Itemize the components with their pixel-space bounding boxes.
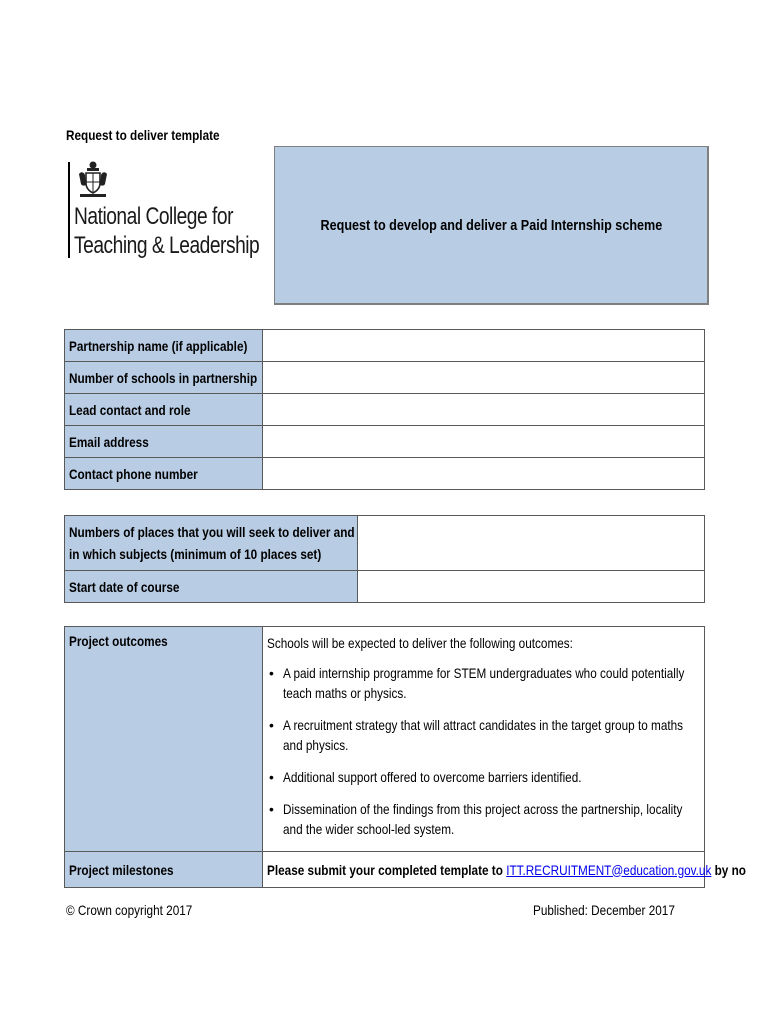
table-row xyxy=(65,426,705,458)
outcomes-intro: Schools will be expected to deliver the following outcomes: xyxy=(267,635,573,651)
scheme-title-box xyxy=(274,146,709,305)
list-item: • A paid internship programme for STEM undergraduates who could potentially teach maths or physics. xyxy=(269,665,685,701)
document-title: Request to deliver template xyxy=(66,127,220,143)
royal-crest-icon xyxy=(76,160,110,200)
project-outcomes-cell xyxy=(263,627,705,852)
contact-phone-label: Contact phone number xyxy=(65,458,263,490)
ncl-logo xyxy=(66,160,260,270)
logo-divider xyxy=(68,162,70,258)
table-row xyxy=(65,362,705,394)
project-table xyxy=(64,626,746,888)
number-of-schools-label: Number of schools in partnership xyxy=(65,362,263,394)
number-of-schools-field[interactable] xyxy=(263,362,705,394)
submit-email-link[interactable]: ITT.RECRUITMENT@education.gov.uk xyxy=(506,861,712,878)
table-row xyxy=(65,330,705,362)
project-milestones-cell xyxy=(263,852,746,888)
start-date-label: Start date of course xyxy=(65,571,358,603)
submit-instruction-suffix: by no xyxy=(711,861,746,878)
submit-instruction: Please submit your completed template to xyxy=(267,861,507,878)
partnership-details-table xyxy=(64,329,705,490)
scheme-title: Request to develop and deliver a Paid Internship scheme xyxy=(320,216,662,234)
list-item: • A recruitment strategy that will attract candidates in the target group to maths and physics. xyxy=(269,717,684,753)
places-subjects-label: Numbers of places that you will seek to deliver and in which subjects (minimum of 10 places set) xyxy=(65,516,358,571)
table-row xyxy=(65,394,705,426)
lead-contact-label: Lead contact and role xyxy=(65,394,263,426)
start-date-field[interactable] xyxy=(358,571,705,603)
published-date: Published: December 2017 xyxy=(533,902,675,918)
email-address-label: Email address xyxy=(65,426,263,458)
project-outcomes-label: Project outcomes xyxy=(65,627,263,852)
partnership-name-label: Partnership name (if applicable) xyxy=(65,330,263,362)
outcomes-list xyxy=(267,663,700,839)
logo-line-1: National College for xyxy=(74,203,234,230)
table-row xyxy=(65,852,705,888)
places-subjects-field[interactable] xyxy=(358,516,705,571)
project-milestones-label: Project milestones xyxy=(65,852,263,888)
partnership-name-field[interactable] xyxy=(263,330,705,362)
table-row xyxy=(65,516,705,571)
table-row xyxy=(65,458,705,490)
contact-phone-field[interactable] xyxy=(263,458,705,490)
list-item: • Additional support offered to overcome barriers identified. xyxy=(269,769,582,785)
copyright-text: © Crown copyright 2017 xyxy=(66,902,193,918)
table-row xyxy=(65,571,705,603)
lead-contact-field[interactable] xyxy=(263,394,705,426)
logo-line-2: Teaching & Leadership xyxy=(74,232,260,259)
table-row xyxy=(65,627,705,852)
list-item: • Dissemination of the findings from this project across the partnership, locality and the wider school-led system. xyxy=(269,801,683,837)
email-address-field[interactable] xyxy=(263,426,705,458)
places-table xyxy=(64,515,705,603)
